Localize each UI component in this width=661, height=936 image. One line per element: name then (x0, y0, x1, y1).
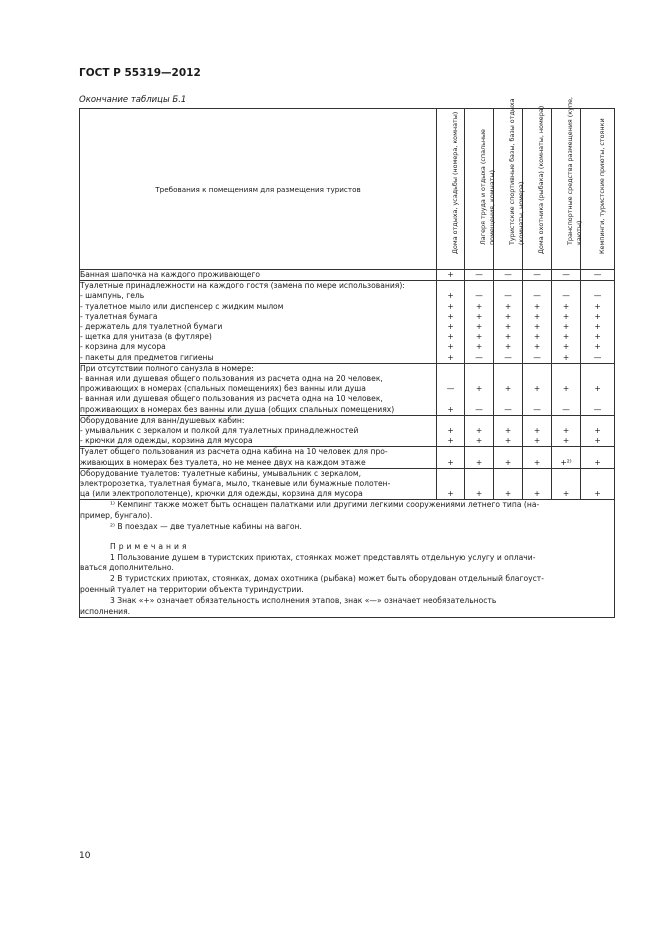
mark: + (475, 426, 483, 436)
note: 3 Знак «+» означает обязательность исполнения этапов, знак «—» означает необязательность (110, 595, 497, 605)
mark: + (504, 457, 512, 467)
mark-cell (552, 363, 581, 415)
table-row (80, 281, 615, 364)
mark-cell (552, 415, 581, 447)
requirement-line: - ванная или душевая общего пользования из расчета одна на 20 человек, (80, 374, 383, 384)
mark: + (533, 384, 541, 394)
mark: + (533, 322, 541, 332)
requirement-line: - корзина для мусора (80, 342, 166, 352)
requirement-line: ца (или электрополотенце), крючки для одежды, корзина для мусора (80, 489, 363, 499)
mark: + (562, 436, 570, 446)
table-row (80, 415, 615, 447)
mark: + (504, 489, 512, 499)
mark: + (533, 342, 541, 352)
mark: + (475, 311, 483, 321)
requirement-line: - туалетная бумага (80, 311, 158, 321)
mark: + (447, 322, 454, 332)
requirement-line: проживающих в номерах (спальных помещениях) без ванны или душа (80, 384, 366, 394)
mark: + (447, 489, 454, 499)
mark: + (475, 457, 483, 467)
table-row (80, 447, 615, 468)
mark: + (533, 311, 541, 321)
mark: + (594, 332, 601, 342)
requirement-cell (80, 363, 437, 415)
mark: + (504, 301, 512, 311)
column-header-label: Транспортные средства размещения (купе, каюты) (566, 96, 583, 245)
mark: + (475, 301, 483, 311)
mark-cell (465, 281, 494, 364)
requirement-cell (80, 270, 437, 281)
page-number: 10 (79, 851, 91, 861)
mark: + (533, 301, 541, 311)
column-header-sport-bases (494, 98, 525, 270)
mark-cell (581, 468, 615, 500)
mark: + (447, 457, 454, 467)
note: ваться дополнительно. (80, 563, 174, 573)
mark-cell (437, 447, 465, 468)
requirement-line: - крючки для одежды, корзина для мусора (80, 436, 253, 446)
mark: + (447, 352, 454, 362)
mark: + (562, 301, 570, 311)
footnote: ¹⁾ Кемпинг также может быть оснащен палатками или другими легкими сооружениями летнего типа (на- (110, 500, 540, 510)
document-title: ГОСТ Р 55319—2012 (79, 67, 201, 79)
mark: + (504, 332, 512, 342)
note: 1 Пользование душем в туристских приютах, стоянках может представлять отдельную услугу и оплачи- (110, 552, 536, 562)
mark: + (504, 426, 512, 436)
mark-cell (437, 363, 465, 415)
mark: — (562, 404, 570, 414)
table-caption: Окончание таблицы Б.1 (79, 95, 187, 105)
mark: — (533, 270, 541, 279)
table-header-row (80, 109, 615, 270)
mark-cell (465, 468, 494, 500)
mark-cell (523, 363, 552, 415)
mark: + (504, 342, 512, 352)
requirement-line: Оборудование для ванн/душевых кабин: (80, 415, 245, 425)
requirement-cell (80, 447, 437, 468)
requirement-cell (80, 281, 437, 364)
mark: + (504, 436, 512, 446)
mark: + (594, 301, 601, 311)
mark: + (504, 311, 512, 321)
column-header-label: Дома отдыха, усадьбы (номера, комнаты) (450, 111, 459, 254)
column-header-hunter-houses (523, 105, 552, 270)
mark-cell (552, 270, 581, 281)
mark: + (475, 489, 483, 499)
mark-cell (581, 270, 615, 281)
mark: — (533, 404, 541, 414)
mark: — (533, 291, 541, 301)
note: исполнения. (80, 606, 131, 616)
requirement-line: Оборудование туалетов: туалетные кабины, умывальник с зеркалом, (80, 468, 362, 478)
mark: + (594, 426, 601, 436)
mark: + (475, 332, 483, 342)
column-header-work-camps (465, 109, 494, 270)
requirement-line: - умывальник с зеркалом и полкой для туалетных принадлежностей (80, 426, 359, 436)
mark: + (447, 311, 454, 321)
mark: — (504, 291, 512, 301)
mark: — (593, 270, 602, 279)
mark-cell (552, 468, 581, 500)
mark-cell (494, 270, 523, 281)
requirement-cell (80, 415, 437, 447)
requirement-line: Туалет общего пользования из расчета одна кабина на 10 человек для про- (80, 447, 388, 457)
mark: + (447, 404, 454, 414)
footnote: ²⁾ В поездах — две туалетные кабины на вагон. (110, 522, 302, 532)
mark-cell (523, 447, 552, 468)
mark: + (475, 322, 483, 332)
notes-cell (80, 500, 615, 618)
requirement-line: - пакеты для предметов гигиены (80, 352, 214, 362)
mark-cell (494, 363, 523, 415)
mark: — (504, 352, 512, 362)
mark: + (533, 457, 541, 467)
mark: + (447, 270, 454, 279)
column-header-label: Дома охотника (рыбака) (комнаты, номера) (537, 105, 545, 254)
mark: + (533, 426, 541, 436)
mark: + (504, 322, 512, 332)
note: 2 В туристских приютах, стоянках, домах охотника (рыбака) может быть оборудован отдельный благоуст- (110, 574, 544, 584)
mark: + (447, 301, 454, 311)
mark: + (533, 489, 541, 499)
mark-cell (437, 468, 465, 500)
mark: — (475, 270, 483, 279)
column-header-transport (552, 96, 583, 270)
mark: + (562, 489, 570, 499)
mark-cell (437, 281, 465, 364)
requirement-line: - ванная или душевая общего пользования из расчета одна на 10 человек, (80, 394, 383, 404)
mark: + (447, 426, 454, 436)
mark: + (447, 436, 454, 446)
requirements-column-header: Требования к помещениям для размещения туристов (80, 109, 437, 270)
mark: + (447, 291, 454, 301)
mark-cell (523, 270, 552, 281)
mark: — (593, 404, 602, 414)
mark-cell (523, 468, 552, 500)
column-header-label: Лагеря труда и отдыха (спальные помещения, комнаты) (479, 129, 496, 245)
requirement-line: - туалетное мыло или диспенсер с жидким мылом (80, 301, 284, 311)
mark: + (562, 322, 570, 332)
mark: + (475, 436, 483, 446)
mark: + (562, 352, 570, 362)
requirement-line: - щетка для унитаза (в футляре) (80, 332, 212, 342)
requirement-line: проживающих в номерах без ванны или душа (общих спальных помещениях) (80, 404, 395, 414)
table-row (80, 468, 615, 500)
mark-cell (465, 415, 494, 447)
mark-cell (494, 468, 523, 500)
mark-cell (437, 270, 465, 281)
notes-row (80, 500, 615, 618)
mark-cell (494, 447, 523, 468)
mark-cell (523, 415, 552, 447)
mark: + (594, 322, 601, 332)
mark-cell (581, 363, 615, 415)
mark: — (562, 291, 570, 301)
mark: — (593, 352, 602, 362)
mark-cell (523, 281, 552, 364)
mark: — (475, 404, 483, 414)
mark: + (562, 342, 570, 352)
mark: + (475, 342, 483, 352)
mark-cell (552, 281, 581, 364)
mark: — (504, 270, 512, 279)
mark-cell (552, 447, 581, 468)
mark: + (562, 332, 570, 342)
mark-cell (581, 447, 615, 468)
footnote: пример, бунгало). (80, 511, 153, 521)
requirement-line: - шампунь, гель (80, 291, 145, 301)
mark: — (504, 404, 512, 414)
mark: + (594, 384, 601, 394)
mark-cell (437, 415, 465, 447)
requirement-line: Туалетные принадлежности на каждого гостя (замена по мере использования): (80, 281, 405, 291)
mark: + (562, 311, 570, 321)
mark: — (593, 291, 602, 301)
mark-cell (465, 363, 494, 415)
mark: — (446, 384, 455, 394)
requirement-line: - держатель для туалетной бумаги (80, 322, 223, 332)
mark: — (562, 270, 570, 279)
mark: + (447, 342, 454, 352)
mark: — (533, 352, 541, 362)
column-header-label: Туристские спортивные базы, базы отдыха (комнаты, номера) (508, 98, 525, 245)
mark-cell (465, 447, 494, 468)
mark-cell (494, 415, 523, 447)
mark: +²⁾ (560, 457, 572, 467)
mark: — (475, 352, 483, 362)
mark: + (594, 342, 601, 352)
mark: — (475, 291, 483, 301)
mark: + (594, 457, 601, 467)
requirement-line: электророзетка, туалетная бумага, мыло, тканевые или бумажные полотен- (80, 479, 391, 489)
column-header-label: Кемпинги, туристские приюты, стоянки (597, 118, 606, 254)
mark: + (562, 384, 570, 394)
mark-cell (465, 270, 494, 281)
mark-cell (494, 281, 523, 364)
mark: + (504, 384, 512, 394)
table-row (80, 363, 615, 415)
mark: + (562, 426, 570, 436)
mark: + (533, 332, 541, 342)
note: роенный туалет на территории объекта туриндустрии. (80, 585, 304, 595)
notes-title: Примечания (110, 541, 190, 551)
mark-cell (581, 281, 615, 364)
requirement-line: При отсутствии полного санузла в номере: (80, 363, 254, 373)
mark: + (594, 311, 601, 321)
mark: + (594, 436, 601, 446)
column-header-rest-houses (437, 109, 465, 270)
requirement-line: Банная шапочка на каждого проживающего (80, 270, 261, 279)
mark-cell (581, 415, 615, 447)
mark: + (533, 436, 541, 446)
table-row (80, 270, 615, 281)
column-header-campings (581, 109, 615, 270)
requirement-cell (80, 468, 437, 500)
mark: + (447, 332, 454, 342)
mark: + (475, 384, 483, 394)
mark: + (594, 489, 601, 499)
requirement-line: живающих в номерах без туалета, но не менее двух на каждом этаже (80, 457, 366, 467)
